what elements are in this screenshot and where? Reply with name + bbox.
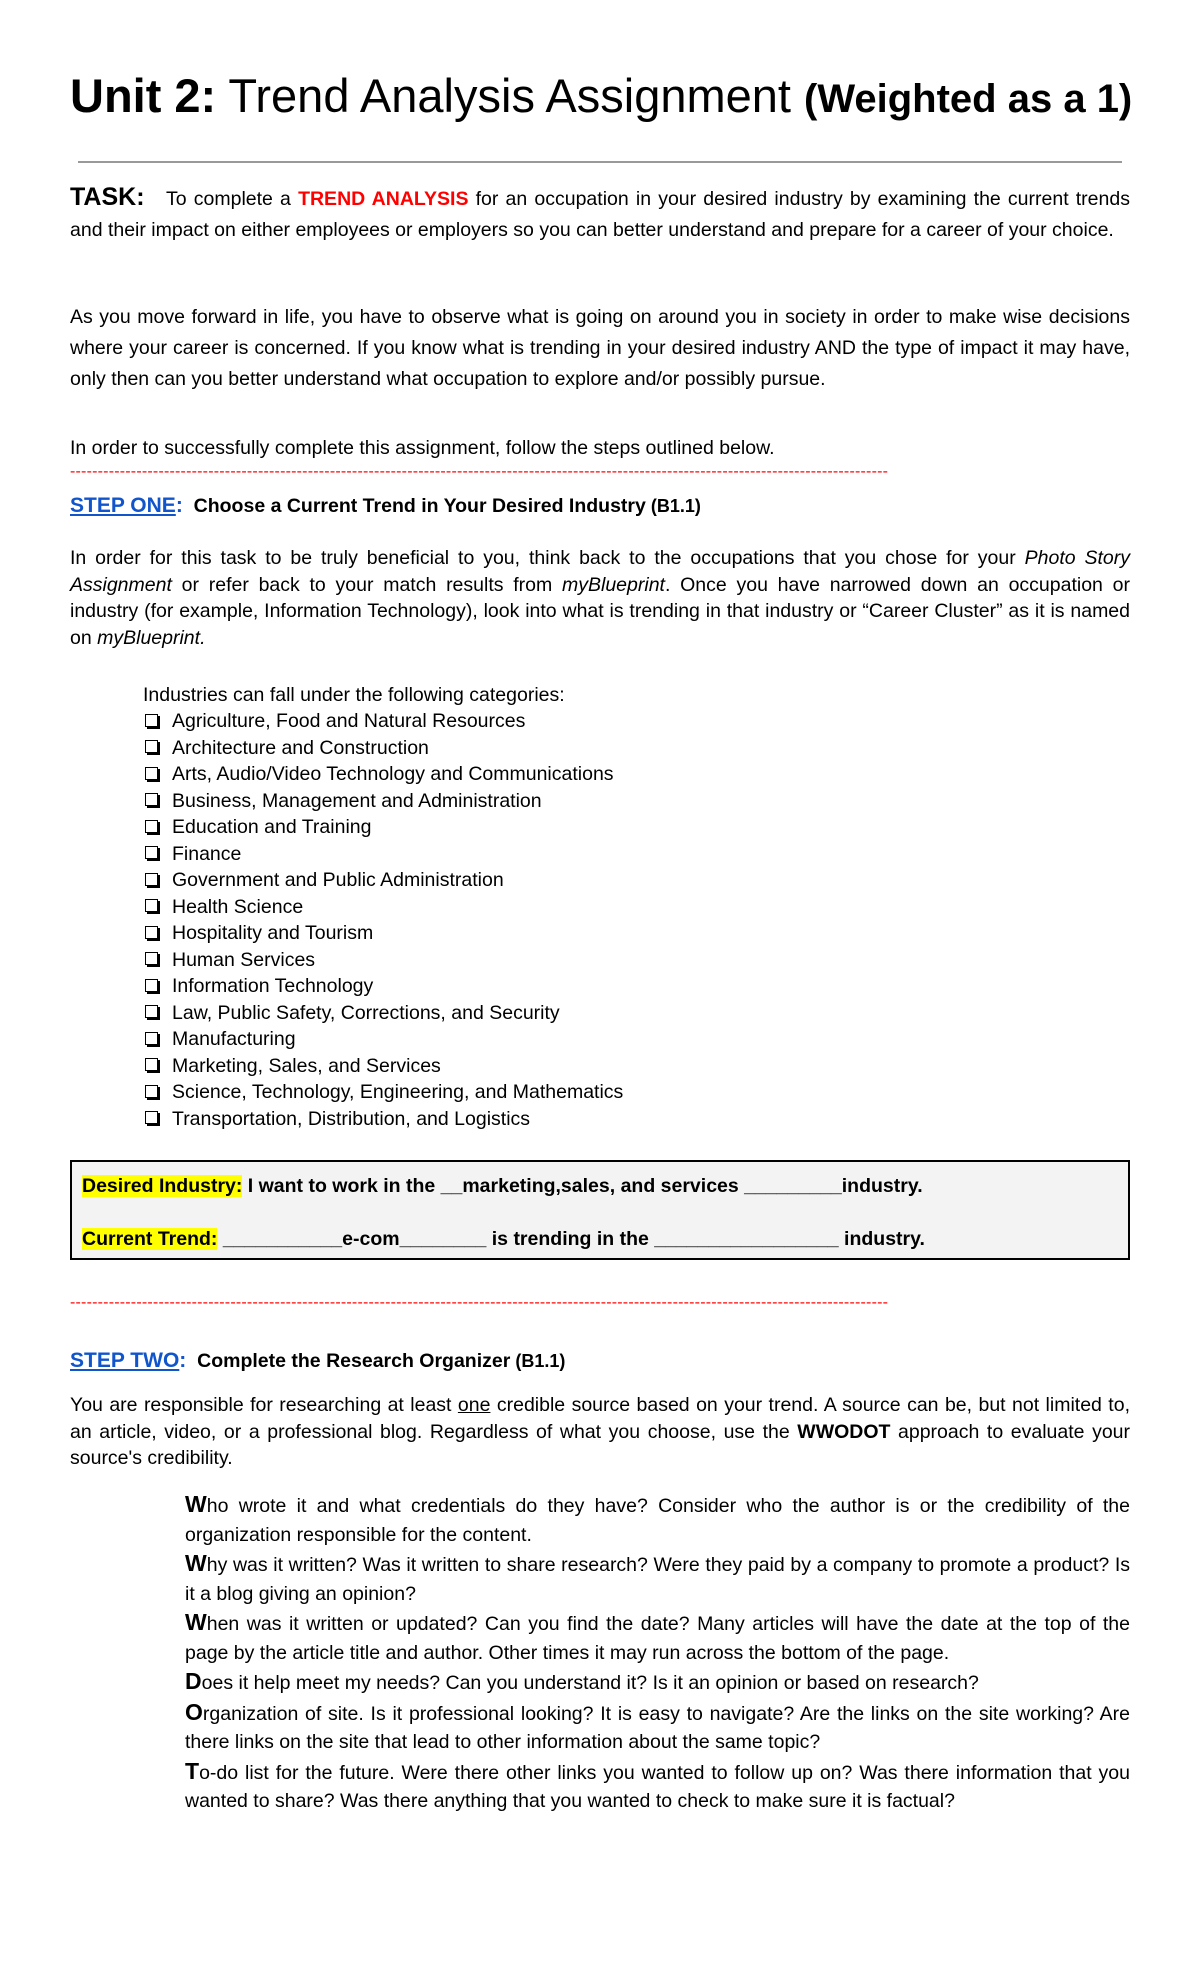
category-label: Agriculture, Food and Natural Resources (172, 710, 526, 732)
title-name: Trend Analysis Assignment (216, 69, 805, 122)
category-label: Manufacturing (172, 1028, 296, 1050)
category-label: Transportation, Distribution, and Logistics (172, 1107, 531, 1130)
checkbox-icon (145, 1058, 158, 1071)
title-divider (78, 161, 1122, 163)
category-item (143, 761, 623, 788)
photo-story-ref: Photo Story Assignment (70, 547, 1131, 596)
category-item (143, 708, 623, 735)
wwodot-initial: T (185, 1757, 200, 1784)
step-one-title: Choose a Current Trend in Your Desired Industry (193, 495, 646, 517)
myblueprint-ref-2: myBlueprint. (97, 626, 206, 649)
category-label: Hospitality and Tourism (172, 922, 374, 944)
category-label: Health Science (172, 895, 304, 918)
checkbox-icon (145, 714, 158, 727)
step-two-code: (B1.1) (510, 1351, 566, 1371)
category-label: Government and Public Administration (172, 869, 504, 891)
step-two-title: Complete the Research Organizer (197, 1350, 511, 1372)
step-two-text-3: approach to evaluate your source's credibility. (70, 1420, 1130, 1469)
steps-intro: In order to successfully complete this assignment, follow the steps outlined below. (70, 437, 775, 459)
wwodot-item (185, 1667, 1130, 1698)
desired-industry-text: I want to work in the __marketing,sales, and services _________industry. (242, 1175, 923, 1197)
checkbox-icon (145, 979, 158, 992)
current-trend-label: Current Trend: (82, 1228, 218, 1250)
checkbox-icon (145, 820, 158, 833)
wwodot-item (185, 1608, 1130, 1667)
category-item (143, 894, 623, 921)
step-two-paragraph (70, 1392, 1130, 1472)
category-item (143, 920, 623, 947)
task-paragraph (70, 182, 1130, 246)
checkbox-icon (145, 740, 158, 753)
wwodot-text: rganization of site. Is it professional looking? It is easy to navigate? Are the links on the site working? Are there links on the site that lead to other information about the same topic? (185, 1702, 1130, 1753)
checkbox-icon (145, 1032, 158, 1045)
title-weight: (Weighted as a 1) (804, 77, 1133, 121)
step-two-text-1: You are responsible for researching at least (70, 1394, 458, 1416)
wwodot-text: hy was it written? Was it written to share research? Were they paid by a company to promote a product? Is it a blog giving an opinion? (185, 1554, 1130, 1605)
step-one-text-2: or refer back to your match results from (171, 573, 562, 596)
step-one-colon: : (175, 494, 183, 517)
wwodot-text: oes it help meet my needs? Can you understand it? Is it an opinion or based on research? (201, 1672, 979, 1694)
step-one-code: (B1.1) (645, 496, 701, 516)
wwodot-text: o-do list for the future. Were there other links you wanted to follow up on? Was there information that you wanted to share? Was there anything that you wanted to check to make sure it is factual? (185, 1761, 1130, 1812)
wwodot-initial: W (185, 1550, 207, 1576)
category-label: Human Services (172, 948, 316, 971)
step-two-colon: : (179, 1349, 187, 1372)
step-one-link[interactable]: STEP ONE (70, 494, 176, 517)
underlined-one: one (457, 1394, 491, 1416)
intro-paragraph: As you move forward in life, you have to observe what is going on around you in society in order to make wise decisions where your career is concerned. If you know what is trending in your desired industry AND the type of impact it may have, only then can you better understand what occupation to explore and/or possibly pursue. (70, 306, 1130, 390)
categories-list (143, 708, 623, 1132)
wwodot-item (185, 1549, 1130, 1608)
category-item (143, 1106, 623, 1133)
category-label: Marketing, Sales, and Services (172, 1054, 441, 1077)
checkbox-icon (145, 767, 158, 780)
category-label: Science, Technology, Engineering, and Mathematics (172, 1081, 624, 1103)
wwodot-term: WWODOT (797, 1420, 891, 1443)
checkbox-icon (145, 1085, 158, 1098)
myblueprint-ref: myBlueprint (562, 573, 665, 596)
checkbox-icon (145, 846, 158, 859)
current-trend-row (82, 1228, 925, 1251)
task-text-after: for an occupation in your desired industry by examining the current trends and their impact on either employees or employers so you can better understand and prepare for a career of your choice. (70, 188, 1130, 241)
category-item (143, 788, 623, 815)
checkbox-icon (145, 1005, 158, 1018)
category-item (143, 973, 623, 1000)
desired-industry-label: Desired Industry: (82, 1175, 243, 1197)
wwodot-initial: O (185, 1698, 203, 1725)
category-item (143, 1000, 623, 1027)
wwodot-initial: W (185, 1609, 207, 1635)
category-label: Architecture and Construction (172, 736, 429, 759)
category-label: Finance (172, 842, 242, 865)
category-item (143, 1053, 623, 1080)
wwodot-item (185, 1757, 1130, 1816)
checkbox-icon (145, 1111, 158, 1124)
category-item (143, 814, 623, 841)
category-item (143, 735, 623, 762)
task-text-before: To complete a (166, 188, 299, 210)
checkbox-icon (145, 873, 158, 886)
desired-industry-row (82, 1175, 923, 1198)
category-item (143, 841, 623, 868)
category-item (143, 1079, 623, 1106)
industry-box (70, 1160, 1130, 1260)
page-title (70, 69, 1133, 122)
wwodot-initial: D (185, 1668, 202, 1694)
title-unit: Unit 2: (70, 69, 217, 122)
checkbox-icon (145, 793, 158, 806)
wwodot-item (185, 1698, 1130, 1757)
task-highlight: TREND ANALYSIS (298, 188, 469, 210)
step-two-heading (70, 1347, 565, 1375)
category-label: Arts, Audio/Video Technology and Communications (172, 763, 614, 785)
divider-red-1: ---------------------------------------------------------------------------------------------------------------------------------------------------- (70, 463, 889, 480)
category-label: Information Technology (172, 975, 374, 997)
step-one-heading (70, 492, 701, 520)
category-item (143, 867, 623, 894)
checkbox-icon (145, 926, 158, 939)
step-two-text-2: credible source based on your trend. A source can be, but not limited to, an article, video, or a professional blog. Regardless of what you choose, use the (70, 1394, 1130, 1443)
task-label: TASK: (70, 183, 145, 211)
category-label: Law, Public Safety, Corrections, and Security (172, 1001, 560, 1024)
category-label: Education and Training (172, 816, 372, 838)
current-trend-text: ___________e-com________ is trending in the _________________ industry. (217, 1228, 925, 1250)
wwodot-item (185, 1490, 1130, 1549)
wwodot-text: ho wrote it and what credentials do they have? Consider who the author is or the credibility of the organization responsible for the content. (185, 1495, 1130, 1546)
category-label: Business, Management and Administration (172, 789, 542, 812)
wwodot-list (185, 1490, 1130, 1816)
categories-label: Industries can fall under the following categories: (143, 684, 565, 706)
step-one-text-3: . Once you have narrowed down an occupation or industry (for example, Information Technology), look into what is trending in that industry or “Career Cluster” as it is named on (70, 573, 1130, 649)
wwodot-text: hen was it written or updated? Can you find the date? Many articles will have the date at the top of the page by the article title and author. Other times it may run across the bottom of the page. (185, 1613, 1130, 1664)
category-item (143, 1026, 623, 1053)
divider-red-2: ---------------------------------------------------------------------------------------------------------------------------------------------------- (70, 1294, 889, 1311)
category-item (143, 947, 623, 974)
wwodot-initial: W (185, 1491, 207, 1517)
step-one-text-1: In order for this task to be truly beneficial to you, think back to the occupations that you chose for your (70, 547, 1025, 569)
checkbox-icon (145, 899, 158, 912)
step-two-link[interactable]: STEP TWO (70, 1349, 180, 1372)
checkbox-icon (145, 952, 158, 965)
step-one-paragraph (70, 545, 1130, 651)
